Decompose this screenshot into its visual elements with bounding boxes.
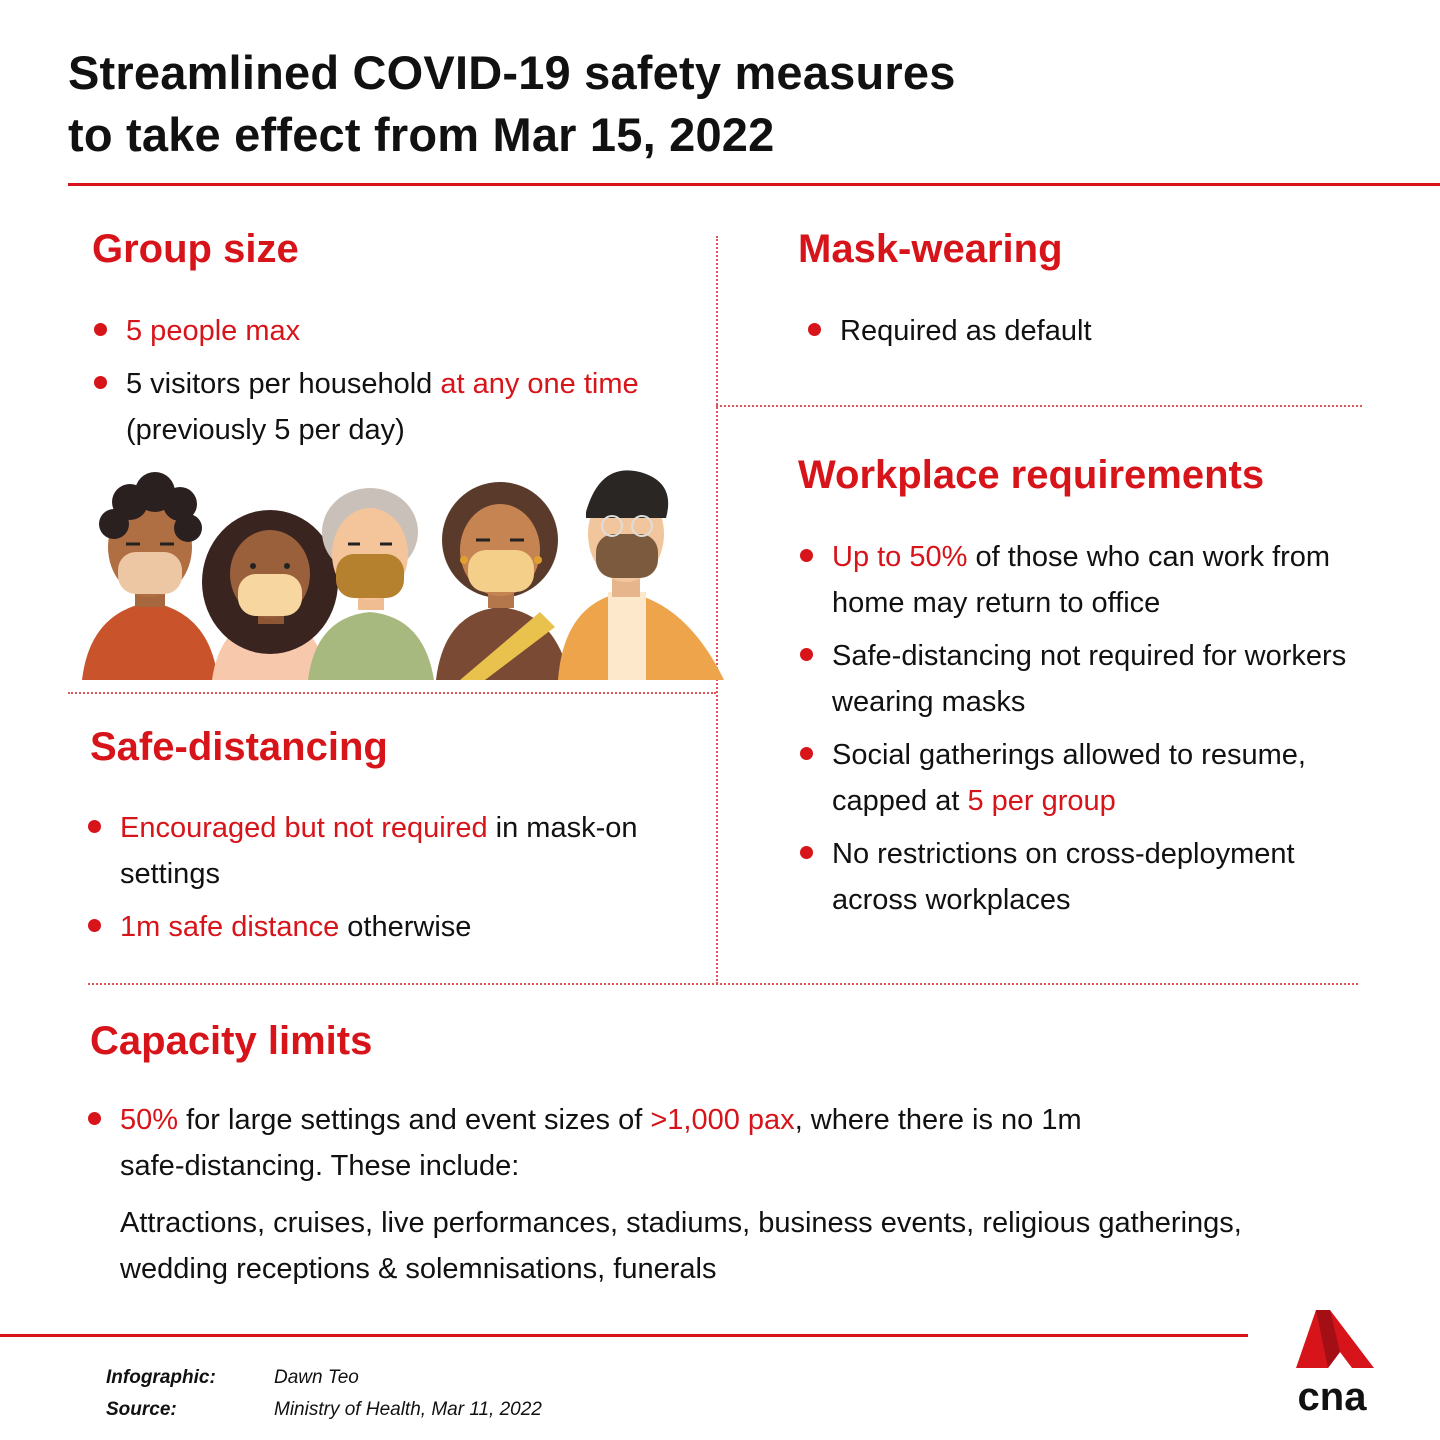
person-5-illustration	[558, 470, 724, 680]
source-label: Source:	[106, 1399, 177, 1420]
body-text: for large settings and event sizes of	[178, 1104, 651, 1136]
body-text: Safe-distancing not required for workers wearing masks	[832, 640, 1347, 718]
title-divider	[68, 183, 1440, 186]
footer-divider	[0, 1334, 1248, 1337]
person-1-illustration	[82, 472, 218, 680]
highlight-text: 1m safe distance	[120, 911, 340, 943]
bullet-item	[798, 831, 1358, 923]
bullet-item	[86, 1097, 1146, 1189]
highlight-text: at any one time	[440, 368, 639, 400]
source-value: Ministry of Health, Mar 11, 2022	[274, 1399, 542, 1420]
five-masked-people-illustration	[80, 462, 726, 680]
bullet-item	[798, 732, 1358, 824]
credits	[106, 1362, 542, 1426]
highlight-text: Encouraged but not required	[120, 812, 488, 844]
capacity-heading: Capacity limits	[90, 1019, 373, 1063]
body-text: Required as default	[840, 315, 1092, 347]
workplace-heading: Workplace requirements	[798, 453, 1265, 497]
mask-wearing-list	[806, 308, 1346, 361]
title-line-1: Streamlined COVID-19 safety measures	[68, 46, 956, 99]
cna-logo	[1282, 1306, 1382, 1418]
bullet-item	[92, 361, 652, 453]
bullet-item	[798, 534, 1358, 626]
body-text: 5 visitors per household	[126, 368, 441, 400]
divider-capacity	[88, 983, 1358, 985]
body-text: of those who can work from home may return to office	[832, 541, 1331, 619]
safe-distancing-heading: Safe-distancing	[90, 725, 388, 769]
highlight-text: 5 per group	[967, 785, 1116, 817]
mask-wearing-heading: Mask-wearing	[798, 227, 1063, 271]
capacity-list	[86, 1097, 1146, 1196]
group-size-heading: Group size	[92, 227, 299, 271]
bullet-item	[798, 633, 1358, 725]
highlight-text: Up to 50%	[832, 541, 968, 573]
safe-distancing-list	[86, 805, 646, 957]
person-4-illustration	[436, 482, 570, 680]
capacity-examples: Attractions, cruises, live performances, stadiums, business events, religious gatherings, wedding receptions & solemnisations, funerals	[120, 1207, 1242, 1285]
workplace-list	[798, 534, 1358, 930]
title-line-2: to take effect from Mar 15, 2022	[68, 108, 775, 161]
cna-logo-text: cna	[1297, 1375, 1367, 1418]
bullet-item	[86, 904, 646, 950]
divider-mask-workplace	[716, 405, 1362, 407]
highlight-text: 5 people max	[126, 315, 301, 347]
body-text: otherwise	[339, 911, 472, 943]
infographic-label: Infographic:	[106, 1367, 216, 1388]
body-text: (previously 5 per day)	[126, 414, 405, 446]
body-text: , where there is no 1m safe-distancing. These include:	[120, 1104, 1082, 1182]
infographic-author: Dawn Teo	[274, 1367, 359, 1388]
page-title	[68, 42, 1268, 166]
body-text: Social gatherings allowed to resume, capped at	[832, 739, 1306, 817]
highlight-text: 50%	[120, 1104, 179, 1136]
group-size-list	[92, 308, 652, 460]
body-text: No restrictions on cross-deployment across workplaces	[832, 838, 1295, 916]
bullet-item	[806, 308, 1346, 354]
body-text: in mask-on settings	[120, 812, 638, 890]
divider-group-safe	[68, 692, 716, 694]
bullet-item	[86, 805, 646, 897]
highlight-text: >1,000 pax	[650, 1104, 795, 1136]
bullet-item	[92, 308, 652, 354]
